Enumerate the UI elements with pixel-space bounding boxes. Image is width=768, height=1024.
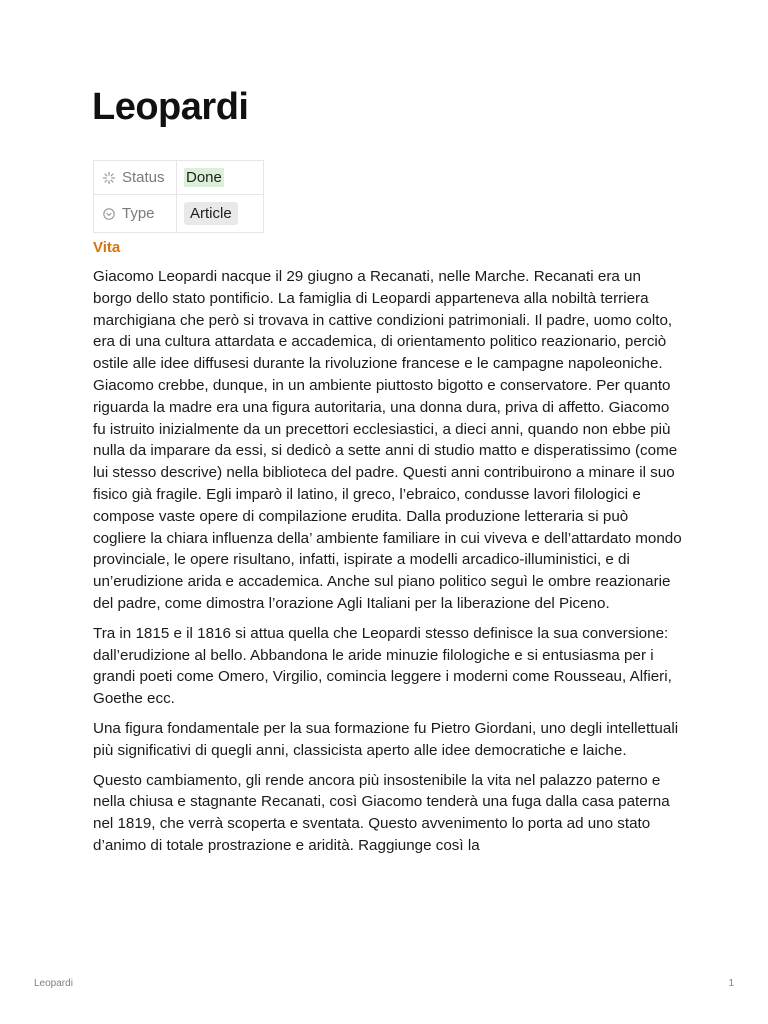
- property-key-cell: [94, 195, 177, 233]
- section-heading: Vita: [93, 239, 121, 256]
- paragraph: Tra in 1815 e il 1816 si attua quella che Leopardi stesso definisce la sua conversione: dall’erudizione al bello. Abbandona le aride minuzie filologiche e si entusiasma per i grandi poeti come Omero, Virgilio, comincia leggere i moderni come Rousseau, Alfieri, Goethe ecc.: [93, 624, 672, 708]
- body-text: [93, 266, 683, 865]
- page-number: 1: [728, 978, 734, 989]
- properties-table: [93, 160, 264, 233]
- paragraph: Questo cambiamento, gli rende ancora più insostenibile la vita nel palazzo paterno e nella chiusa e stagnante Recanati, così Giacomo tenderà una fuga dalla casa paterna nel 1819, che verrà scoperta e sventata. Questo avvenimento lo porta ad uno stato d’animo di totale prostrazione e aridità. Raggiunge così la: [93, 771, 670, 854]
- property-value-cell[interactable]: [177, 161, 264, 195]
- property-label-type: Type: [122, 205, 155, 222]
- property-value-cell[interactable]: [177, 195, 264, 233]
- property-label-status: Status: [122, 169, 165, 186]
- status-value: Done: [186, 169, 222, 186]
- paragraph: Una figura fondamentale per la sua formazione fu Pietro Giordani, uno degli intellettuali più significativi di quegli anni, classicista aperto alle idee democratiche e laiche.: [93, 719, 679, 759]
- paragraph: Giacomo Leopardi nacque il 29 giugno a Recanati, nelle Marche. Recanati era un borgo dello stato pontificio. La famiglia di Leopardi apparteneva alla nobiltà terriera marchigiana che però si trovava in cattive condizioni patrimoniali. Il padre, uomo colto, era di una cultura attardata e accademica, di orientamento politico reazionario, perciò ostile alle idee diffusesi durante la rivoluzione francese e le campagne napoleoniche. Giacomo crebbe, dunque, in un ambiente piuttosto bigotto e conservatore. Per quanto riguarda la madre era una figura autoritaria, una donna dura, priva di affetto. Giacomo fu istruito inizialmente da un precettori ecclesiastici, a dieci anni, quando non ebbe più nulla da imparare da essi, si dedicò a sette anni di studio matto e disperatissimo (come lui stesso descrive) nella biblioteca del padre. Questi anni contribuirono a minare il suo fisico già fragile. Egli imparò il latino, il greco, l’ebraico, condusse lavori filologici e compose vaste opere di compilazione erudita. Dalla produzione letteraria si può cogliere la chiara influenza della’ ambiente familiare in cui viveva e dell’attardato mondo provinciale, le opere risultano, infatti, ispirate a modelli arcadico-illuministici, e di un’erudizione arida e accademica. Anche sul piano politico seguì le ombre reazionarie del padre, come dimostra l’orazione Agli Italiani per la liberazione del Piceno.: [93, 268, 682, 612]
- footer-title: Leopardi: [34, 978, 73, 989]
- page-title: Leopardi: [92, 86, 249, 128]
- status-spinner-icon: [102, 171, 116, 185]
- type-tag: Article: [184, 202, 238, 225]
- select-circle-icon: [102, 207, 116, 221]
- property-row-status: [94, 161, 264, 195]
- property-key-cell: [94, 161, 177, 195]
- property-row-type: [94, 195, 264, 233]
